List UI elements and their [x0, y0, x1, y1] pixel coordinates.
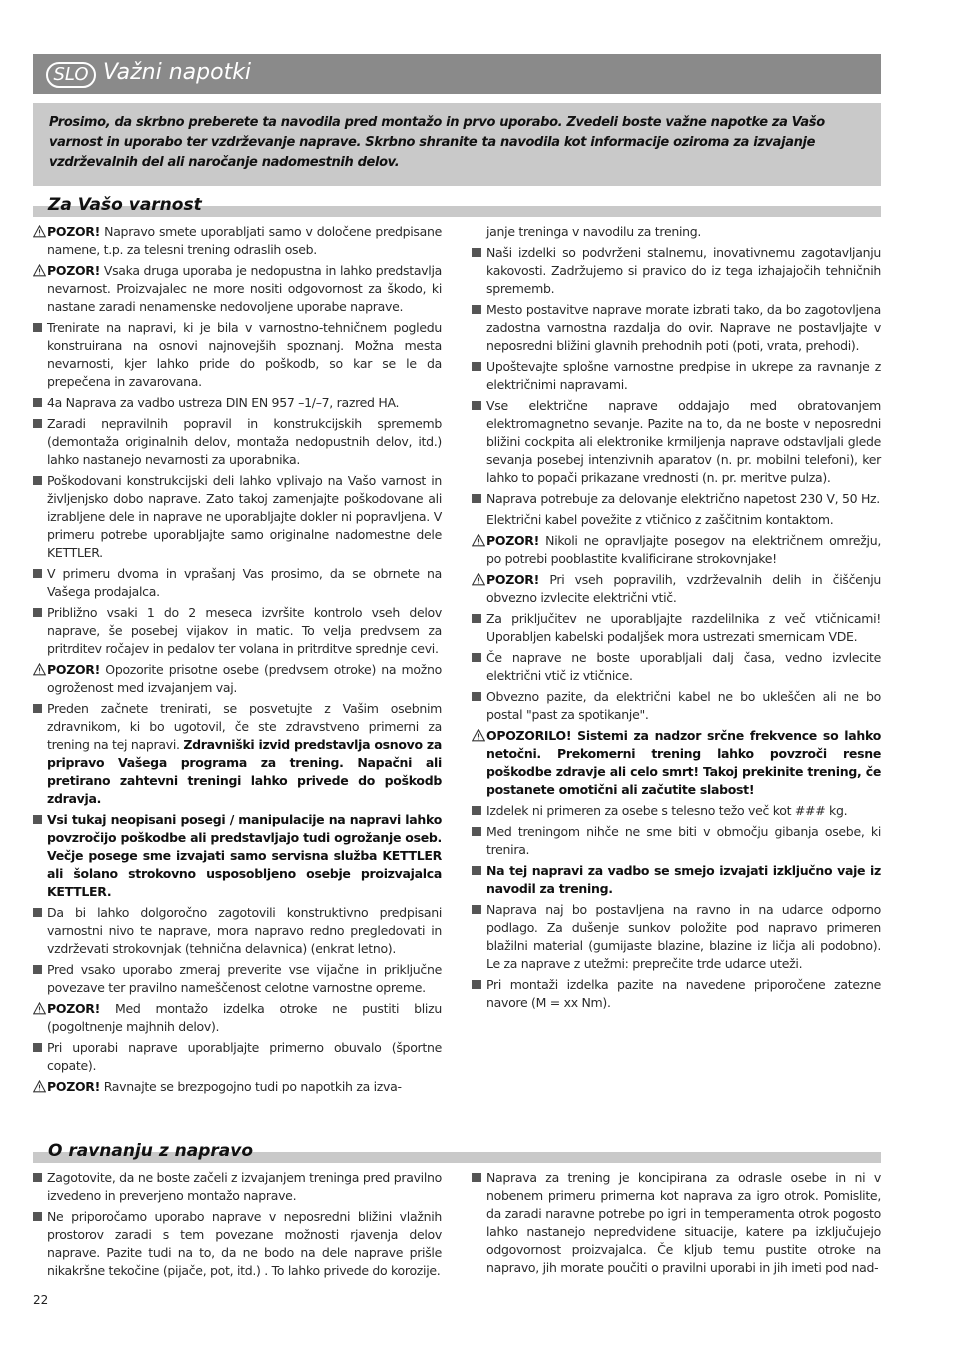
body-text: Ravnajte se brezpogojno tudi po napotkih za izva-	[100, 1079, 402, 1094]
bullet-paragraph	[472, 802, 881, 820]
warning-paragraph	[472, 727, 881, 799]
bold-text: Na tej napravi za vadbo se smejo izvajati izključno vaje iz navodil za trening.	[486, 863, 881, 896]
bullet-paragraph	[472, 823, 881, 859]
square-bullet-icon	[472, 614, 481, 623]
bullet-paragraph	[33, 1169, 442, 1205]
body-text: Trenirate na napravi, ki je bila v varnostno-tehničnem pogledu konstruirana na osnovi najnovejših spoznanj. Možna mesta nevarnosti, kjer lahko pride do poškodb, so kar se le da prepečena in zavarovana.	[47, 320, 442, 389]
safety-right-column	[472, 223, 881, 1015]
bullet-paragraph	[472, 301, 881, 355]
warning-icon	[33, 1002, 46, 1015]
square-bullet-icon	[472, 692, 481, 701]
body-text: Preden začnete trenirati, se posvetujte z Vašim osebnim zdravnikom, ki bo ugotovil, če ste zdravstveno primerni za trening na tej napravi.	[47, 701, 442, 752]
square-bullet-icon	[33, 398, 42, 407]
body-text: Vse električne naprave oddajajo med obratovanjem elektromagnetno sevanje. Pazite na to, da ne boste v neposredni bližini cockpita ali elektronike krmiljenja naprave odstavljali glede sevanja posebej intenzivnih aparatov (n. pr. mobilni telefoni), ker lahko to popači prikazane vrednosti (n. pr. meritve pulza).	[486, 398, 881, 485]
body-text: Ne priporočamo uporabo naprave v neposredni bližini vlažnih prostorov zaradi s tem povezane možnosti rjavenja delov naprave. Pazite tudi na to, da ne bodo na dele naprave prišle nikakršne tekočine (pijače, pot, itd.) . To lahko privede do korozije.	[47, 1209, 442, 1278]
bullet-paragraph	[472, 976, 881, 1012]
square-bullet-icon	[472, 1173, 481, 1182]
handling-left-column	[33, 1169, 442, 1283]
body-text: Upoštevajte splošne varnostne predpise in ukrepe za ravnanje z električnimi napravami.	[486, 359, 881, 392]
title-bar	[33, 54, 881, 94]
bullet-paragraph	[33, 319, 442, 391]
page-number: 22	[33, 1293, 49, 1307]
bullet-paragraph	[33, 961, 442, 997]
body-text: Pri vseh popravilih, vzdrževalnih delih in čiščenju obvezno izvlecite električni vtič.	[486, 572, 881, 605]
square-bullet-icon	[33, 476, 42, 485]
body-text: Izdelek ni primeren za osebe s telesno težo več kot ### kg.	[486, 803, 848, 818]
warning-paragraph	[33, 1078, 442, 1096]
body-text: Pri uporabi naprave uporabljajte primerno obuvalo (športne copate).	[47, 1040, 442, 1073]
bullet-paragraph	[33, 1208, 442, 1280]
warning-paragraph	[472, 571, 881, 607]
bullet-paragraph	[472, 397, 881, 487]
body-text: Naprava za trening je koncipirana za odrasle osebe in ni v nobenem primeru primerna kot naprava za igro otrok. Pomislite, da zaradi naravne potrebe po igri in temperamenta otrok pogosto lahko nastanejo nepredvidene situacije, katere pa izključujejo odgovornost proizvajalca. Če kljub temu pustite otroke na napravo, jih morate poučiti o pravilni uporabi in jih imeti pod nad-	[486, 1170, 881, 1275]
bold-text: Zdravniški izvid predstavlja osnovo za pripravo Vašega programa za trening. Napačni ali pretirano zahtevni treningi lahko privede do poškodb zdravja.	[47, 737, 442, 806]
body-text: Obvezno pazite, da električni kabel ne bo ukleščen ali ne bo postal "past za spotikanje".	[486, 689, 881, 722]
square-bullet-icon	[33, 608, 42, 617]
square-bullet-icon	[33, 1212, 42, 1221]
square-bullet-icon	[33, 323, 42, 332]
bullet-paragraph	[472, 649, 881, 685]
square-bullet-icon	[472, 827, 481, 836]
warning-icon	[33, 663, 46, 676]
bullet-paragraph	[472, 901, 881, 973]
square-bullet-icon	[472, 248, 481, 257]
warning-icon	[472, 729, 485, 742]
square-bullet-icon	[472, 866, 481, 875]
square-bullet-icon	[472, 494, 481, 503]
bullet-paragraph	[472, 511, 881, 529]
bold-text: POZOR!	[47, 263, 101, 278]
body-text: 4a Naprava za vadbo ustreza DIN EN 957 –1/–7, razred HA.	[47, 395, 400, 410]
bullet-paragraph	[472, 490, 881, 508]
body-text: Poškodovani konstrukcijski deli lahko vplivajo na Vašo varnost in življenjsko dobo naprave. Zato takoj zamenjajte poškodovane ali izrabljene dele in naprave ne uporabljajte dokler ni popravljena. V primeru potrebe uporabljajte samo originalne nadomestne dele KETTLER.	[47, 473, 442, 560]
square-bullet-icon	[33, 569, 42, 578]
bullet-paragraph	[472, 223, 881, 241]
square-bullet-icon	[33, 704, 42, 713]
square-bullet-icon	[33, 815, 42, 824]
body-text: Zagotovite, da ne boste začeli z izvajanjem treninga pred pravilno izvedeno in preverjeno montažo naprave.	[47, 1170, 442, 1203]
bold-text: POZOR!	[47, 1079, 101, 1094]
square-bullet-icon	[472, 653, 481, 662]
body-text: Da bi lahko dolgoročno zagotovili konstruktivno predpisani varnostni nivo te naprave, mora napravo redno pregledovati in vzdrževati strokovnjak (tehnična delavnica) (enkrat letno).	[47, 905, 442, 956]
body-text: Mesto postavitve naprave morate izbrati tako, da bo zagotovljena zadostna varnostna razdalja do ovir. Naprave ne postavljajte v neposredni bližini glavnih prehodnih poti (poti, vrata, prehodi).	[486, 302, 881, 353]
body-text: Pri montaži izdelka pazite na navedene priporočene zatezne navore (M = xx Nm).	[486, 977, 881, 1010]
bold-text: POZOR!	[47, 224, 101, 239]
bold-text: OPOZORILO! Sistemi za nadzor srčne frekvence so lahko netočni. Prekomerni trening lahko povzroči resne poškodbe zdravje ali celo smrt! Takoj prekinite trening, če postanete omotični ali začutite slabost!	[486, 728, 881, 797]
bold-text: POZOR!	[486, 572, 540, 587]
body-text: Za priključitev ne uporabljajte razdelilnika z več vtičnicami! Uporabljen kabelski podaljšek mora ustrezati smernicam VDE.	[486, 611, 881, 644]
square-bullet-icon	[33, 908, 42, 917]
warning-icon	[33, 225, 46, 238]
square-bullet-icon	[472, 980, 481, 989]
body-text: Napravo smete uporabljati samo v določene predpisane namene, t.p. za telesni trening odraslih oseb.	[47, 224, 442, 257]
intro-box	[33, 103, 881, 186]
body-text: Pred vsako uporabo zmeraj preverite vse vijačne in priključne povezave ter pravilno nameščenost celotne varnostne opreme.	[47, 962, 442, 995]
body-text: V primeru dvoma in vprašanj Vas prosimo, da se obrnete na Vašega prodajalca.	[47, 566, 442, 599]
square-bullet-icon	[33, 965, 42, 974]
warning-paragraph	[472, 532, 881, 568]
bold-text: POZOR!	[47, 1001, 101, 1016]
bold-text: POZOR!	[47, 662, 101, 677]
warning-icon	[33, 264, 46, 277]
warning-icon	[472, 534, 485, 547]
warning-paragraph	[33, 262, 442, 316]
warning-icon	[472, 573, 485, 586]
warning-paragraph	[33, 1000, 442, 1036]
bullet-paragraph	[472, 862, 881, 898]
body-text: Naprava naj bo postavljena na ravno in na udarce odporno podlago. Za dušenje sunkov položite pod napravo primeren blažilni material (gumijaste blazine, blazine iz ličja ali podobno). Le za naprave z utežmi: preprečite trde udarce uteži.	[486, 902, 881, 971]
body-text: Naši izdelki so podvrženi stalnemu, inovativnemu zagotavljanju kakovosti. Zadržujemo si pravico do iz tega izhajajočih tehničnih sprememb.	[486, 245, 881, 296]
square-bullet-icon	[33, 1043, 42, 1052]
body-text: Električni kabel povežite z vtičnico z zaščitnim kontaktom.	[486, 512, 834, 527]
bold-text: POZOR!	[486, 533, 540, 548]
safety-left-column	[33, 223, 442, 1099]
body-text: Nikoli ne opravljajte posegov na električnem omrežju, po potrebi pooblastite kvalificirane strokovnjake!	[486, 533, 881, 566]
body-text: Vsaka druga uporaba je nedopustna in lahko predstavlja nevarnost. Proizvajalec ne more nositi odgovornost za škodo, ki nastane zaradi nenamenske nedovoljene uporabe naprave.	[47, 263, 442, 314]
bold-text: Vsi tukaj neopisani posegi / manipulacije na napravi lahko povzročijo poškodbe ali predstavljajo tudi ogrožanje oseb. Večje posege sme izvajati samo servisna služba KETTLER ali šolano strokovno usposobljeno osebje proizvajalca KETTLER.	[47, 812, 442, 899]
bullet-paragraph	[33, 394, 442, 412]
warning-icon	[33, 1080, 46, 1093]
square-bullet-icon	[472, 401, 481, 410]
bullet-paragraph	[472, 1169, 881, 1277]
warning-paragraph	[33, 223, 442, 259]
body-text: Naprava potrebuje za delovanje električno napetost 230 V, 50 Hz.	[486, 491, 880, 506]
section-title-safety: Za Vašo varnost	[48, 195, 202, 215]
handling-right-column	[472, 1169, 881, 1280]
section-title-handling: O ravnanju z napravo	[48, 1141, 254, 1161]
body-text: Zaradi nepravilnih popravil in konstrukcijskih sprememb (demontaža originalnih delov, montaža nedopustnih delov, itd.) lahko nastanejo nevarnosti za uporabnika.	[47, 416, 442, 467]
square-bullet-icon	[472, 905, 481, 914]
square-bullet-icon	[472, 362, 481, 371]
square-bullet-icon	[33, 419, 42, 428]
square-bullet-icon	[472, 305, 481, 314]
bullet-paragraph	[33, 604, 442, 658]
bullet-paragraph	[472, 244, 881, 298]
body-text: Med treningom nihče ne sme biti v območju gibanja osebe, ki trenira.	[486, 824, 881, 857]
page-title: Važni napotki	[103, 60, 252, 85]
body-text: janje treninga v navodilu za trening.	[486, 224, 702, 239]
square-bullet-icon	[33, 1173, 42, 1182]
body-text: Opozorite prisotne osebe (predvsem otroke) na možno ogroženost med izvajanjem vaj.	[47, 662, 442, 695]
body-text: Če naprave ne boste uporabljali dalj časa, vedno izvlecite električni vtič iz vtičnice.	[486, 650, 881, 683]
language-badge: SLO	[46, 62, 96, 88]
bullet-paragraph	[33, 904, 442, 958]
square-bullet-icon	[472, 806, 481, 815]
body-text: Približno vsaki 1 do 2 meseca izvršite kontrolo vseh delov naprave, še posebej vijakov in matic. To velja predvsem za pritrditev ročajev in pedalov ter volana in pritrditve sprednje cevi.	[47, 605, 442, 656]
bullet-paragraph	[472, 610, 881, 646]
bullet-paragraph	[33, 700, 442, 808]
intro-text: Prosimo, da skrbno preberete ta navodila pred montažo in prvo uporabo. Zvedeli boste važne napotke za Vašo varnost in uporabo ter vzdrževanje naprave. Skrbno shranite ta navodila kot informacije oziroma za izvajanje vzdrževalnih del ali naročanje nadomestnih delov.	[49, 115, 825, 170]
bullet-paragraph	[33, 1039, 442, 1075]
warning-paragraph	[33, 661, 442, 697]
body-text: Med montažo izdelka otroke ne pustiti blizu (pogoltnenje majhnih delov).	[47, 1001, 442, 1034]
bullet-paragraph	[472, 688, 881, 724]
bullet-paragraph	[472, 358, 881, 394]
bullet-paragraph	[33, 415, 442, 469]
bullet-paragraph	[33, 472, 442, 562]
bullet-paragraph	[33, 565, 442, 601]
bullet-paragraph	[33, 811, 442, 901]
